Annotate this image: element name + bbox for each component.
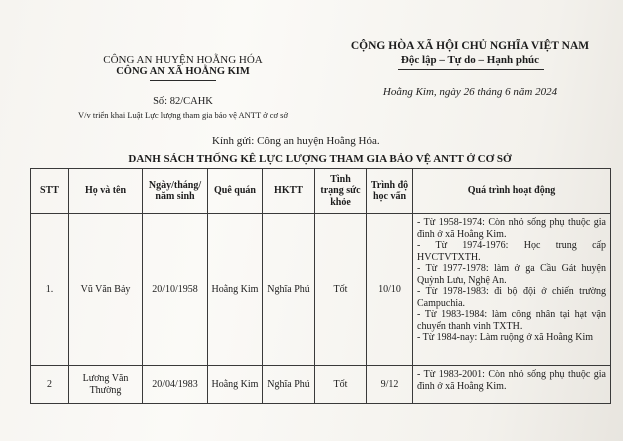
cell-hometown: Hoằng Kim (208, 214, 263, 366)
document-number: Số: 82/CAHK (153, 96, 213, 107)
activity-line: - Từ 1977-1978: làm ở ga Cầu Gát huyện Quỳnh Lưu, Nghệ An. (417, 263, 606, 286)
personnel-table (30, 168, 611, 404)
cell-hometown: Hoằng Kim (208, 366, 263, 404)
cell-hktt: Nghĩa Phú (263, 366, 315, 404)
table-header-row (31, 169, 611, 214)
activity-line: - Từ 1983-2001: Còn nhỏ sống phụ thuộc gia đình ở xã Hoằng Kim. (417, 369, 606, 392)
cell-activity (413, 366, 611, 404)
cell-activity (413, 214, 611, 366)
cell-dob: 20/04/1983 (143, 366, 208, 404)
cell-education: 9/12 (367, 366, 413, 404)
table-row (31, 366, 611, 404)
cell-name: Vũ Văn Bảy (69, 214, 143, 366)
cell-name: Lương Văn Thường (69, 366, 143, 404)
agency-parent: CÔNG AN HUYỆN HOẰNG HÓA (103, 54, 263, 66)
activity-line: - Từ 1984-nay: Làm ruộng ở xã Hoằng Kim (417, 332, 594, 343)
cell-health: Tốt (315, 214, 367, 366)
list-title: DANH SÁCH THỐNG KÊ LỰC LƯỢNG THAM GIA BẢO VỆ ANTT Ở CƠ SỞ (128, 153, 512, 165)
cell-hktt: Nghĩa Phú (263, 214, 315, 366)
activity-line: - Từ 1978-1983: đi bộ đội ở chiến trường Campuchia. (417, 286, 606, 309)
header-hometown: Quê quán (208, 169, 263, 214)
header-hktt: HKTT (263, 169, 315, 214)
table-row (31, 214, 611, 366)
agency-underline (150, 80, 216, 81)
cell-stt: 1. (31, 214, 69, 366)
national-motto: Độc lập – Tự do – Hạnh phúc (400, 54, 540, 66)
recipient-line: Kính gửi: Công an huyện Hoằng Hóa. (212, 135, 380, 147)
header-stt: STT (31, 169, 69, 214)
cell-stt: 2 (31, 366, 69, 404)
cell-dob: 20/10/1958 (143, 214, 208, 366)
header-dob: Ngày/tháng/ năm sinh (143, 169, 208, 214)
activity-line: - Từ 1974-1976: Học trung cấp HVCTVTXTH. (417, 240, 606, 263)
agency-name: CÔNG AN XÃ HOẰNG KIM (116, 66, 250, 77)
activity-line: - Từ 1983-1984: làm công nhân tại hạt vận chuyển thanh vinh TXTH. (417, 309, 606, 332)
document-subject: V/v triển khai Luật Lực lượng tham gia bảo vệ ANTT ở cơ sở (78, 110, 288, 120)
header-name: Họ và tên (69, 169, 143, 214)
cell-education: 10/10 (367, 214, 413, 366)
header-activity: Quá trình hoạt động (413, 169, 611, 214)
cell-health: Tốt (315, 366, 367, 404)
national-title: CỘNG HÒA XÃ HỘI CHỦ NGHĨA VIỆT NAM (350, 40, 590, 52)
header-health: Tình trạng sức khỏe (315, 169, 367, 214)
header-education: Trình độ học vấn (367, 169, 413, 214)
motto-underline (398, 69, 544, 70)
activity-line: - Từ 1958-1974: Còn nhỏ sống phụ thuộc gia đình ở xã Hoằng Kim. (417, 217, 606, 240)
place-and-date: Hoằng Kim, ngày 26 tháng 6 năm 2024 (382, 86, 558, 98)
